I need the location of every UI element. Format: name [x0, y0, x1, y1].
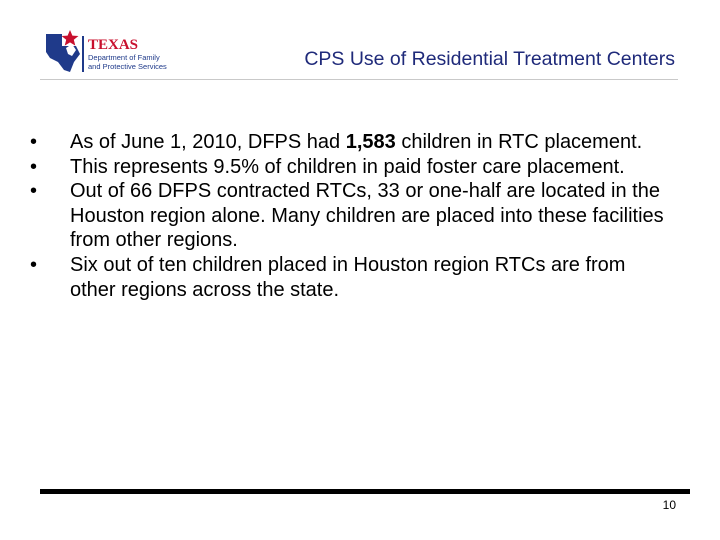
logo-agency-line2: and Protective Services	[88, 62, 167, 71]
footer-divider	[40, 489, 690, 494]
bullet-marker: •	[30, 253, 38, 276]
texas-dfps-logo	[44, 30, 184, 78]
bullet-text-pre: As of June 1, 2010, DFPS had	[70, 131, 346, 153]
page-number: 10	[662, 498, 676, 512]
bullet-marker: •	[30, 180, 38, 203]
rtc-children-count: 1,583	[345, 131, 396, 153]
slide-title: CPS Use of Residential Treatment Centers	[304, 48, 675, 70]
bullet-item	[28, 130, 668, 155]
bullet-text: This represents 9.5% of children in paid foster care placement.	[70, 155, 625, 178]
bullet-text: Out of 66 DFPS contracted RTCs, 33 or one-half are located in the Houston region alone. Many children are placed into these facilities from other regions.	[70, 180, 664, 252]
bullet-marker: •	[30, 155, 38, 178]
texas-star-logo-icon	[44, 30, 184, 78]
bullet-item	[28, 155, 668, 180]
bullet-text-post: children in RTC placement.	[395, 131, 643, 153]
bullet-marker: •	[30, 131, 38, 153]
bullet-item	[28, 179, 668, 253]
bullet-list	[28, 130, 668, 302]
logo-agency-line1: Department of Family	[88, 53, 160, 62]
bullet-text: Six out of ten children placed in Houston region RTCs are from other regions across the state.	[70, 253, 626, 301]
header-divider	[40, 79, 678, 80]
logo-brand-text: TEXAS	[88, 37, 139, 53]
bullet-item	[28, 253, 668, 302]
